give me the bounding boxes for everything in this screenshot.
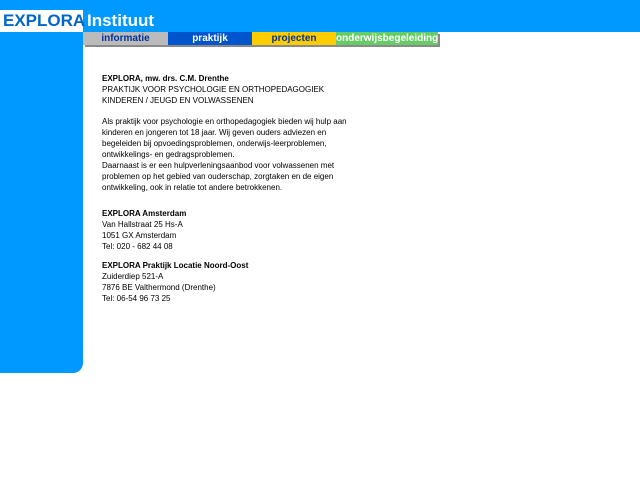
- description-line: ontwikkelings- en gedragsproblemen.: [102, 150, 235, 159]
- nav-onderwijsbegeleiding[interactable]: onderwijsbegeleiding: [336, 33, 439, 44]
- location-title: EXPLORA Amsterdam: [102, 209, 187, 218]
- description-line: problemen op het gebied van ouderschap, zorgtaken en de eigen: [102, 172, 334, 181]
- practice-subtitle: PRAKTIJK VOOR PSYCHOLOGIE EN ORTHOPEDAGOGIEK: [102, 85, 325, 94]
- location-city: 1051 GX Amsterdam: [102, 231, 177, 240]
- location-street: Van Hallstraat 25 Hs-A: [102, 220, 183, 229]
- location-title: EXPLORA Praktijk Locatie Noord-Oost: [102, 261, 249, 270]
- description-line: ontwikkeling, ook in relatie tot andere betrokkenen.: [102, 183, 283, 192]
- description-line: begeleiden bij opvoedingsproblemen, onderwijs-leerproblemen,: [102, 139, 327, 148]
- nav-projecten[interactable]: projecten: [252, 32, 336, 45]
- nav-praktijk[interactable]: praktijk: [168, 32, 252, 45]
- main-content: [102, 73, 362, 304]
- main-nav: [83, 32, 440, 46]
- logo-instituut: Instituut: [87, 11, 155, 30]
- location-city: 7876 BE Valthermond (Drenthe): [102, 283, 216, 292]
- left-sidebar: [0, 0, 86, 373]
- description-line: Als praktijk voor psychologie en orthopedagogiek bieden wij hulp aan: [102, 117, 347, 126]
- logo-explora: EXPLORA: [3, 11, 86, 30]
- nav-informatie[interactable]: informatie: [83, 32, 168, 45]
- description-line: kinderen en jongeren tot 18 jaar. Wij geven ouders adviezen en: [102, 128, 327, 137]
- location-phone: Tel: 06-54 96 73 25: [102, 294, 171, 303]
- location-phone: Tel: 020 - 682 44 08: [102, 242, 173, 251]
- description-line: Daarnaast is er een hulpverleningsaanbod voor volwassenen met: [102, 161, 335, 170]
- location-street: Zuiderdiep 521-A: [102, 272, 164, 281]
- practice-audience: KINDEREN / JEUGD EN VOLWASSENEN: [102, 96, 254, 105]
- practice-name: EXPLORA, mw. drs. C.M. Drenthe: [102, 74, 229, 83]
